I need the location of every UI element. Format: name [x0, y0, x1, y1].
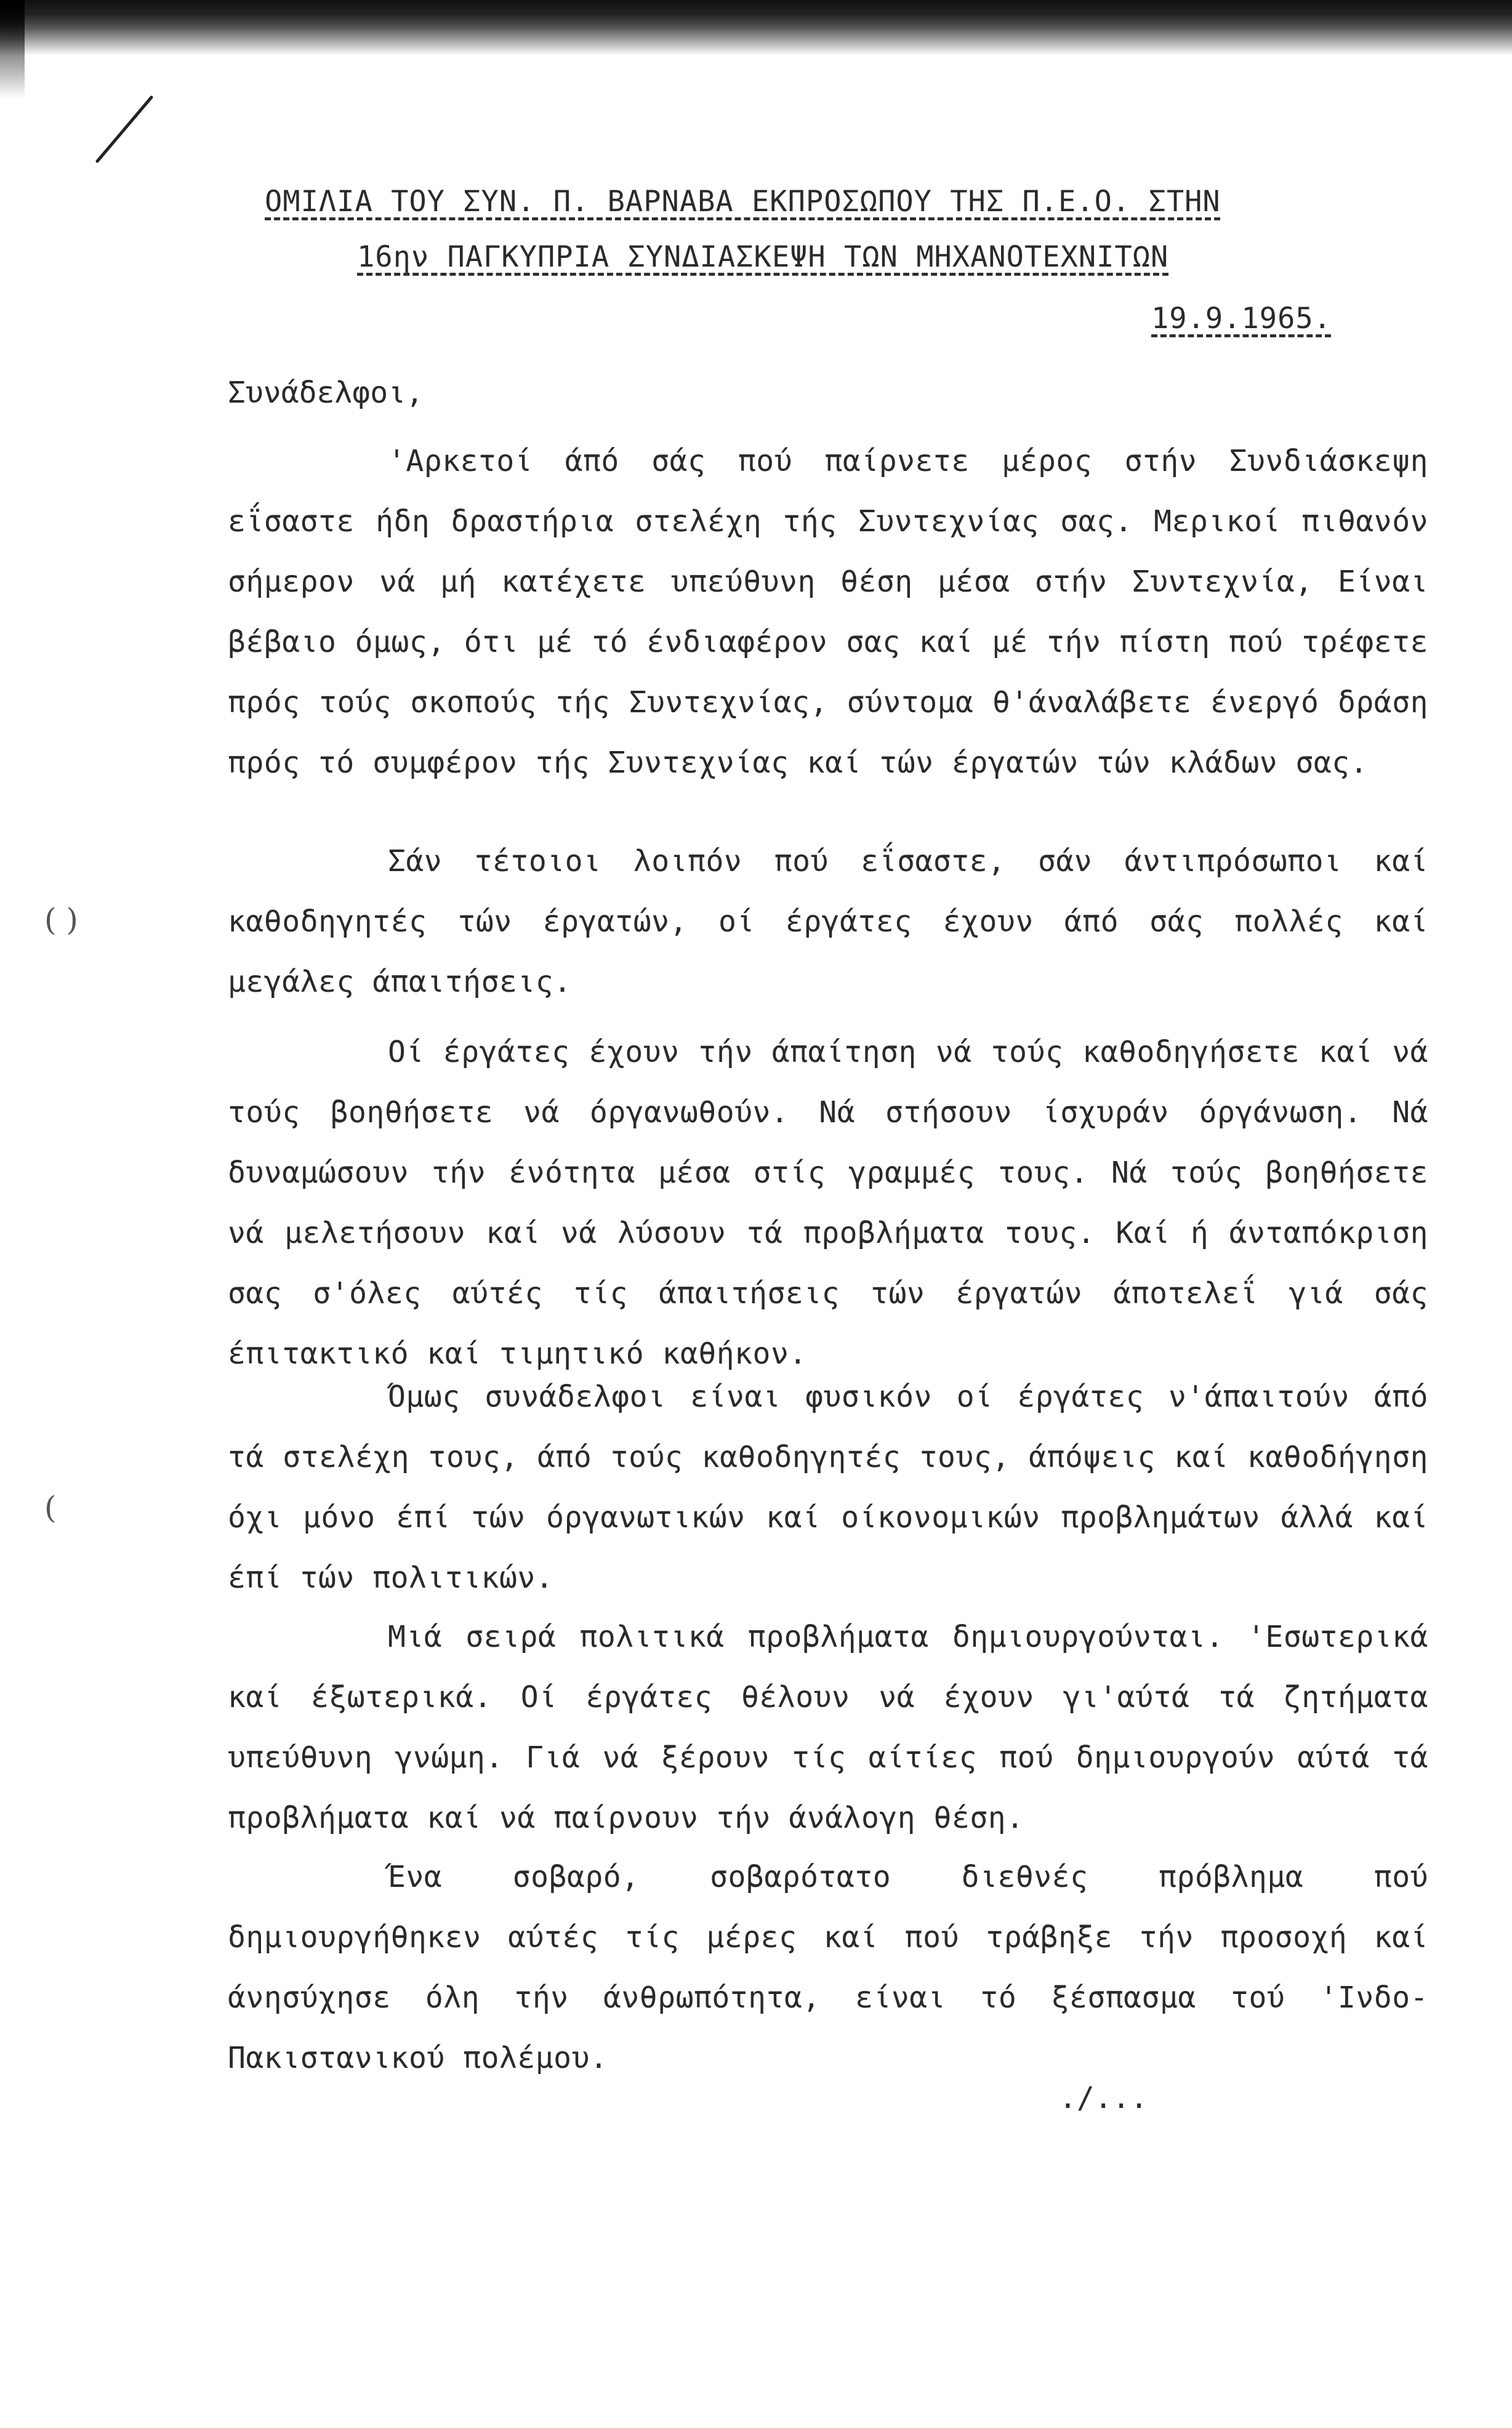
paragraph-2: Σάν τέτοιοι λοιπόν πού εΐσαστε, σάν άντιπρόσωποι καί καθοδηγητές τών έργατών, οί έργάτες έχουν άπό σάς πολλές καί μεγάλες άπαιτήσεις.: [228, 844, 1428, 999]
scan-dark-edge: [0, 0, 1512, 55]
paragraph-5: Μιά σειρά πολιτικά προβλήματα δημιουργούνται. 'Εσωτερικά καί έξωτερικά. Οί έργάτες θέλουν νά έχουν γι'αύτά τά ζητήματα υπεύθυνη γνώμη. Γιά νά ξέρουν τίς αίτίες πού δημιουργούν αύτά τά προβλήματα καί νά παίρνουν τήν άνάλογη θέση.: [228, 1620, 1428, 1835]
paragraph-6: Ένα σοβαρό, σοβαρότατο διεθνές πρόβλημα πού δημιουργήθηκεν αύτές τίς μέρες καί πού τράβηξε τήν προσοχή καί άνησύχησε όλη τήν άνθρωπότητα, είναι τό ξέσπασμα τού 'Ινδο-Πακιστανικού πολέμου.: [228, 1860, 1428, 2075]
continuation-mark: ./...: [1059, 2081, 1148, 2115]
header-title-line-1: ΟΜΙΛΙΑ ΤΟΥ ΣΥΝ. Π. ΒΑΡΝΑΒΑ ΕΚΠΡΟΣΩΠΟΥ ΤΗΣ Π.Ε.Ο. ΣΤΗΝ: [265, 185, 1221, 219]
document-date: 19.9.1965.: [1151, 302, 1332, 336]
paragraph-3: Οί έργάτες έχουν τήν άπαίτηση νά τούς καθοδηγήσετε καί νά τούς βοηθήσετε νά όργανωθούν. Νά στήσουν ίσχυράν όργάνωση. Νά δυναμώσουν τήν ένότητα μέσα στίς γραμμές τους. Νά τούς βοηθήσετε νά μελετήσουν καί νά λύσουν τά προβλήματα τους. Καί ή άνταπόκριση σας σ'όλες αύτές τίς άπαιτήσεις τών έργατών άποτελεΐ γιά σάς έπιτακτικό καί τιμητικό καθήκον.: [228, 1035, 1428, 1371]
salutation: Συνάδελφοι,: [228, 376, 424, 410]
pen-stroke-mark: [92, 92, 160, 166]
header-title-line-2: 16ην ΠΑΓΚΥΠΡΙΑ ΣΥΝΔΙΑΣΚΕΨΗ ΤΩΝ ΜΗΧΑΝΟΤΕΧΝΙΤΩΝ: [357, 240, 1169, 274]
margin-hole-mark-1: ( ): [44, 902, 78, 938]
paragraph-1: 'Αρκετοί άπό σάς πού παίρνετε μέρος στήν Συνδιάσκεψη εΐσαστε ήδη δραστήρια στελέχη τής Συντεχνίας σας. Μερικοί πιθανόν σήμερον νά μή κατέχετε υπεύθυνη θέση μέσα στήν Συντεχνία, Είναι βέβαιο όμως, ότι μέ τό ένδιαφέρον σας καί μέ τήν πίστη πού τρέφετε πρός τούς σκοπούς τής Συντεχνίας, σύντομα θ'άναλάβετε ένεργό δράση πρός τό συμφέρον τής Συντεχνίας καί τών έργατών τών κλάδων σας.: [228, 444, 1428, 780]
scan-corner-shadow: [0, 0, 25, 98]
paragraph-4: Όμως συνάδελφοι είναι φυσικόν οί έργάτες ν'άπαιτούν άπό τά στελέχη τους, άπό τούς καθοδηγητές τους, άπόψεις καί καθοδήγηση όχι μόνο έπί τών όργανωτικών καί οίκονομικών προβλημάτων άλλά καί έπί τών πολιτικών.: [228, 1380, 1428, 1595]
margin-hole-mark-2: (: [44, 1490, 57, 1526]
